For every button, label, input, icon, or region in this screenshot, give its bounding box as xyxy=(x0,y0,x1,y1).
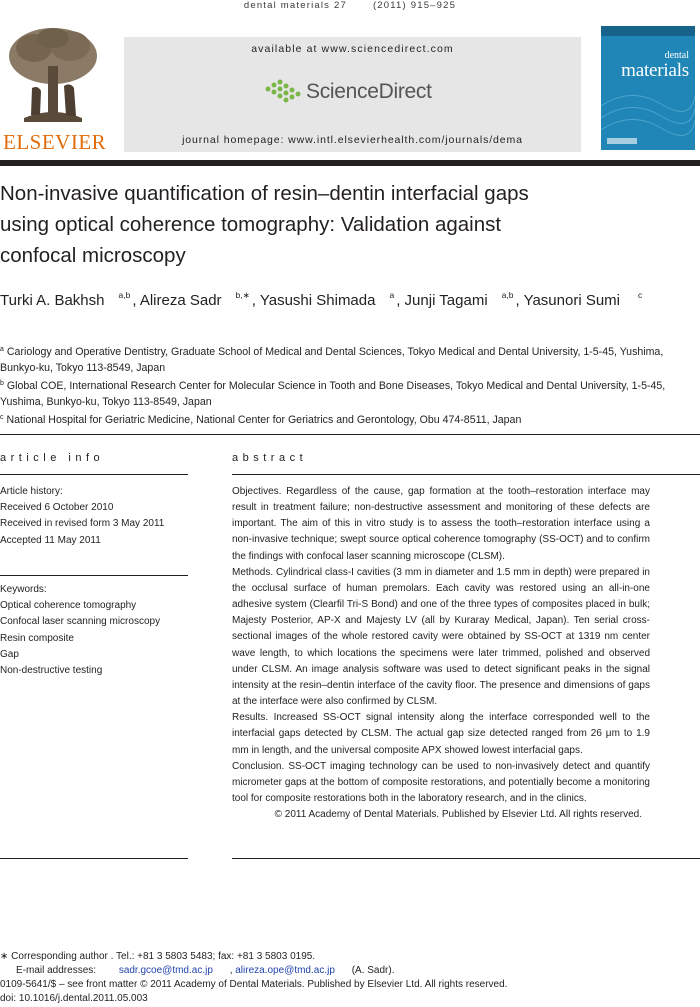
info-heading-rule xyxy=(0,474,188,475)
abstract-objectives: Objectives. Regardless of the cause, gap formation at the tooth–restoration interface may result in treatment failure; non-destructive assessment and monitoring of these defects are important. The aim of this in vitro study is to assess the tooth–restoration interface using a non-invasive technique; swept source optical coherence tomography (SS-OCT) and to confirm the findings with confocal laser scanning microscope (CLSM). xyxy=(232,486,650,562)
affiliation-text: National Hospital for Geriatric Medicine, National Center for Geriatrics and Gerontology, Obu 474-8511, Japan xyxy=(6,414,522,426)
affiliation-marker: b xyxy=(0,380,4,387)
affiliation-text: Cariology and Operative Dentistry, Graduate School of Medical and Dental Sciences, Tokyo Medical and Dental University, 1-5-45, Yushima, Bunkyo-ku, Tokyo 113-8549, Japan xyxy=(0,346,664,374)
received-date: Received 6 October 2010 xyxy=(0,502,114,514)
doi-line[interactable]: doi: 10.1016/j.dental.2011.05.003 xyxy=(0,993,148,1004)
available-at-text[interactable]: available at www.sciencedirect.com xyxy=(251,43,454,55)
info-bottom-rule xyxy=(0,858,188,859)
article-history xyxy=(0,484,188,549)
corresponding-author: ∗ Corresponding author . Tel.: +81 3 5803 5483; fax: +81 3 5803 0195. xyxy=(0,951,316,962)
abstract-copyright: © 2011 Academy of Dental Materials. Published by Elsevier Ltd. All rights reserved. xyxy=(274,809,642,821)
abstract-heading: abstract xyxy=(232,452,308,464)
article-title xyxy=(0,178,690,271)
sciencedirect-banner xyxy=(124,37,581,152)
abstract-methods: Methods. Cylindrical class-I cavities (3 mm in diameter and 1.5 mm in depth) were prepared in the occlusal surface of human premolars. Each cavity was restored using an all-in-one adhesive system (Clearfil Tri-S Bond) and one of the three types of composites placed in bulk; Majesty Posterior, AP-X and Majesty LV (all by Kuraray Medical, Japan). Ten serial cross-sectional images of the whole restored cavity were obtained by SS-OCT at 1319 nm center wave length, to which locations the specimens were later trimmed, polished and observed under CLSM. An image analysis software was used to detect significant peaks in the signal intensity at the resin–dentin interface of the cavity floor. The presence and dimensions of gaps at the interface were also confirmed by CLSM. xyxy=(232,566,650,708)
keyword: Confocal laser scanning microscopy xyxy=(0,616,161,628)
history-label: Article history: xyxy=(0,486,63,497)
abstract-conclusion: Conclusion. SS-OCT imaging technology can be used to non-invasively detect and quantify micrometer gaps at the bottom of composite restorations, and potentially become a monitoring tool for composite restorations both in the laboratory research, and in the clinics. xyxy=(232,760,650,804)
author-name[interactable]: Alireza Sadr xyxy=(139,292,222,309)
revised-date: Received in revised form 3 May 2011 xyxy=(0,518,165,530)
keywords-label: Keywords: xyxy=(0,584,47,595)
journal-cover xyxy=(601,26,695,150)
email-line xyxy=(0,964,700,978)
keyword: Gap xyxy=(0,648,19,660)
author-name[interactable]: Yasushi Shimada xyxy=(259,292,376,309)
cover-pattern-icon xyxy=(601,26,695,150)
accepted-date: Accepted 11 May 2011 xyxy=(0,534,101,546)
journal-homepage-text[interactable]: journal homepage: www.intl.elsevierhealth.com/journals/dema xyxy=(182,134,523,146)
email-link[interactable]: sadr.gcoe@tmd.ac.jp xyxy=(118,965,213,976)
email-suffix: (A. Sadr). xyxy=(351,965,395,976)
elsevier-logo xyxy=(0,26,108,154)
sciencedirect-logo[interactable] xyxy=(264,77,464,107)
affiliation-marker: a xyxy=(0,346,4,353)
abstract-bottom-rule xyxy=(232,858,700,859)
header-rule xyxy=(0,160,700,166)
author-affil-marker: a,b xyxy=(501,290,514,300)
title-line: Non-invasive quantification of resin–dentin interfacial gaps xyxy=(0,182,529,205)
sciencedirect-dots-icon xyxy=(264,77,308,107)
affiliation xyxy=(0,376,690,410)
issn-line: 0109-5641/$ – see front matter © 2011 Academy of Dental Materials. Published by Elsevier Ltd. All rights reserved. xyxy=(0,979,508,990)
email-separator: , xyxy=(229,965,233,976)
affiliation xyxy=(0,342,690,376)
author-affil-marker: a xyxy=(389,290,395,300)
author-name[interactable]: Turki A. Bakhsh xyxy=(0,292,105,309)
sciencedirect-wordmark: ScienceDirect xyxy=(306,80,432,103)
affiliation-text: Global COE, International Research Center for Molecular Science in Tooth and Bone Diseases, Tokyo Medical and Dental University, 1-5-45, Yushima, Bunkyo-ku, Tokyo 113-8549, Japan xyxy=(0,380,666,408)
volume-pages: (2011) 915–925 xyxy=(372,0,457,11)
keywords xyxy=(0,582,188,679)
title-line: confocal microscopy xyxy=(0,244,186,267)
keyword: Non-destructive testing xyxy=(0,665,103,677)
affiliation-marker: c xyxy=(0,414,4,421)
title-line: using optical coherence tomography: Validation against xyxy=(0,213,502,236)
abstract-results: Results. Increased SS-OCT signal intensity along the interface corresponded well to the interfacial gaps detected by CLSM. The actual gap size detected ranged from 26 μm to 1.9 mm in length, and the universal composite APX showed lowest interfacial gaps. xyxy=(232,712,650,756)
email-label: E-mail addresses: xyxy=(16,965,97,976)
journal-name: dental materials 27 xyxy=(243,0,347,11)
history-rule xyxy=(0,575,188,576)
cover-title-small: dental xyxy=(664,50,689,61)
author-name[interactable]: Yasunori Sumi xyxy=(523,292,620,309)
keyword: Resin composite xyxy=(0,632,74,644)
cover-title-big: materials xyxy=(621,60,689,81)
running-header xyxy=(0,0,700,14)
author-affil-marker: c xyxy=(638,290,643,300)
author-affil-marker: b,∗ xyxy=(235,290,250,300)
cover-title xyxy=(621,50,689,80)
affiliation xyxy=(0,410,690,428)
section-rule xyxy=(0,434,700,435)
elsevier-tree-icon xyxy=(4,26,102,126)
abstract-heading-rule xyxy=(232,474,700,475)
email-link[interactable]: alireza.ope@tmd.ac.jp xyxy=(235,965,335,976)
footnotes xyxy=(0,950,700,1006)
keyword: Optical coherence tomography xyxy=(0,600,137,612)
abstract-body xyxy=(232,484,650,823)
author-affil-marker: a,b xyxy=(118,290,131,300)
author-list: Turki A. Bakhsh $^{a,b}$ , Alireza Sadr $^{b,∗}$ , Yasushi Shimada $^a$ , Junji Tagami $^{a,b}$ , Yasunori Sumi $^c$ xyxy=(0,290,643,309)
elsevier-wordmark: ELSEVIER xyxy=(3,130,107,154)
author-name[interactable]: Junji Tagami xyxy=(404,292,488,309)
article-info-heading: article info xyxy=(0,452,105,464)
affiliations xyxy=(0,342,690,428)
